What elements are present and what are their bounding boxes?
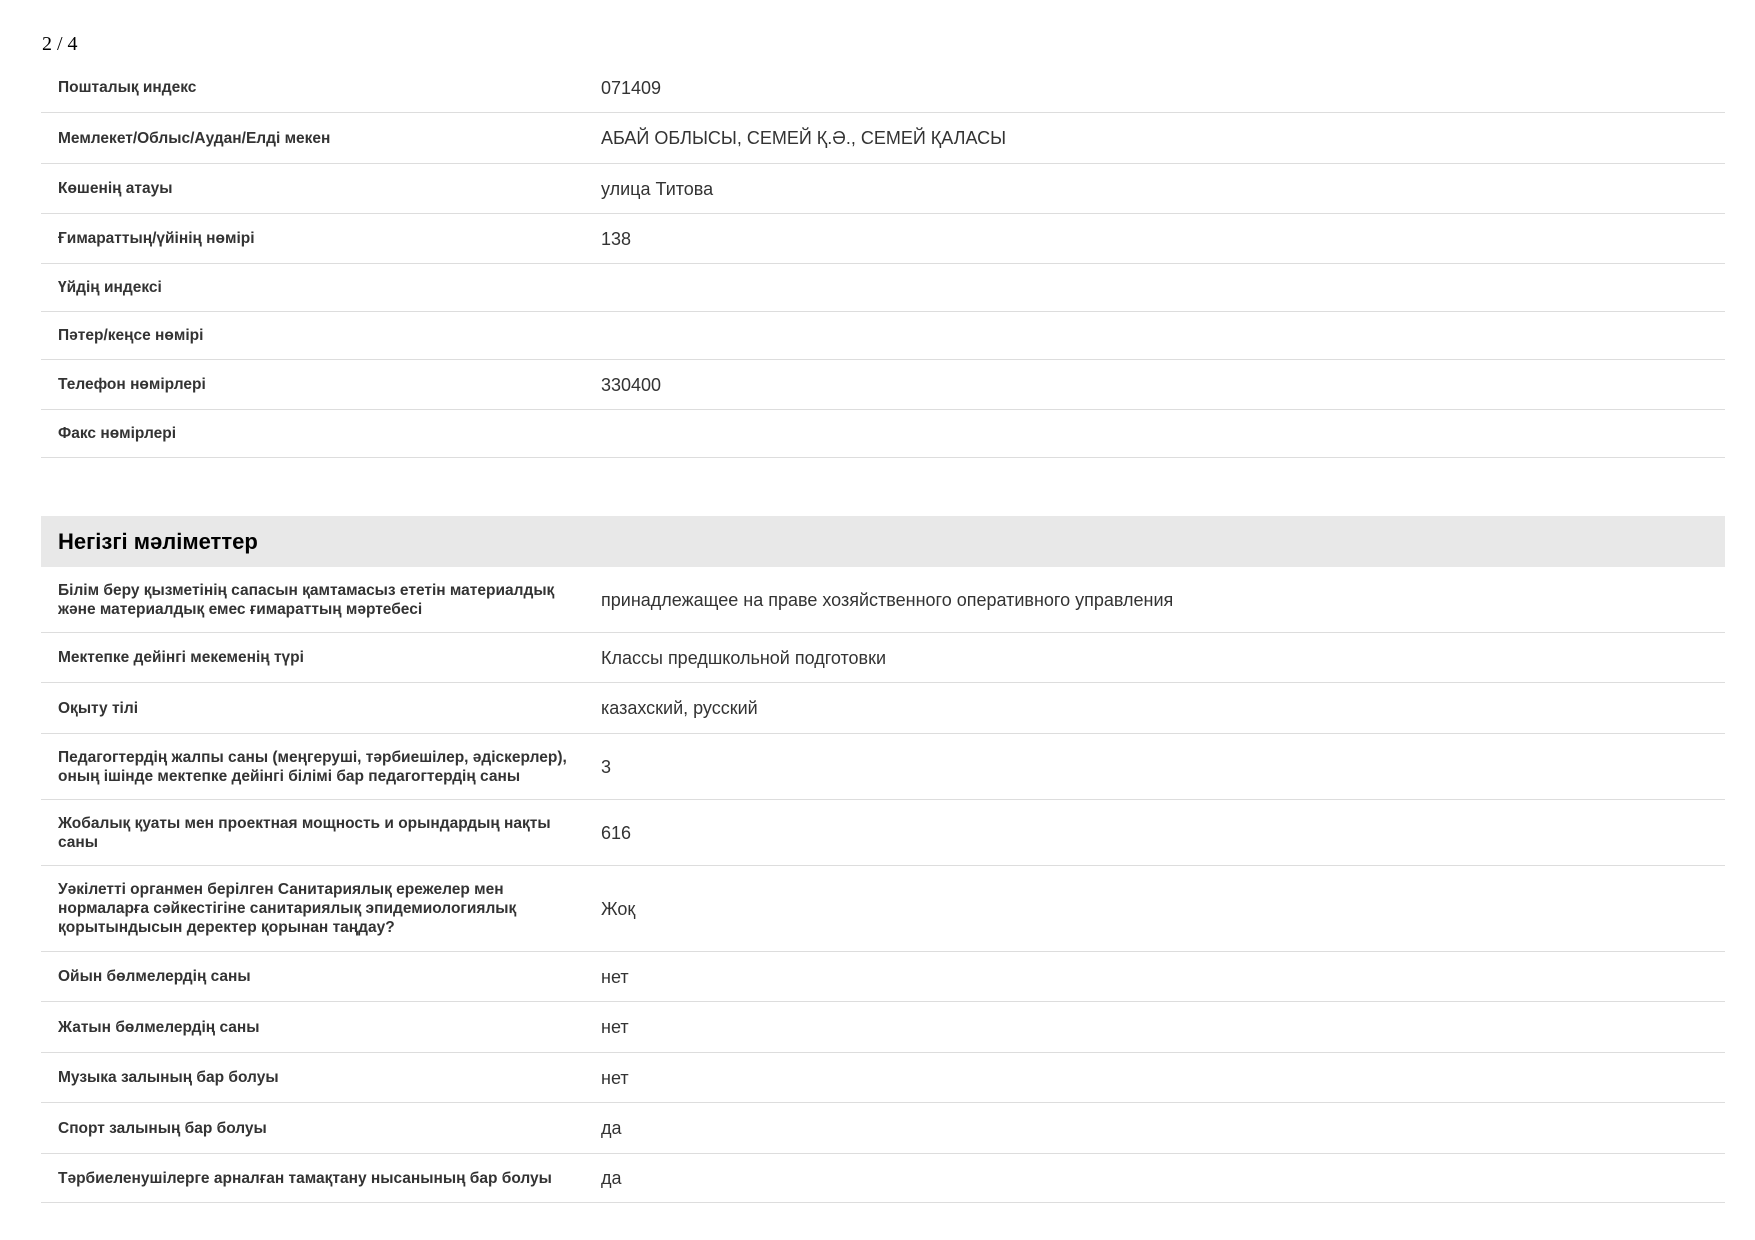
- row-value: да: [601, 1168, 622, 1188]
- row-label: Пәтер/кеңсе нөмірі: [58, 327, 204, 344]
- row-value: улица Титова: [601, 178, 714, 199]
- row-value: 616: [601, 822, 632, 843]
- row-label: Телефон нөмірлері: [58, 376, 206, 393]
- row-label: Факс нөмірлері: [58, 425, 177, 442]
- row-label: Оқыту тілі: [58, 699, 139, 717]
- row-label: Пошталық индекс: [58, 79, 197, 96]
- row-label: Музыка залының бар болуы: [58, 1069, 279, 1086]
- row-label: Педагогтердің жалпы саны (меңгеруші, тәрбиешілер, әдіскерлер), оның ішінде мектепке дейінгі білімі бар педагогтердің саны: [58, 748, 567, 785]
- row-label: Жобалық қуаты мен проектная мощность и орындардың нақты саны: [58, 814, 551, 851]
- row-value: казахский, русский: [601, 698, 758, 718]
- table-row-fax-numbers: [41, 410, 1725, 458]
- row-value: 3: [601, 756, 612, 777]
- row-value: принадлежащее на праве хозяйственного оперативного управления: [601, 589, 1174, 610]
- row-label: Мемлекет/Облыс/Аудан/Елді мекен: [58, 129, 331, 147]
- row-label: Жатын бөлмелердің саны: [58, 1018, 260, 1036]
- row-label: Үйдің индексі: [58, 279, 162, 296]
- table-row-phone-numbers: [41, 360, 1725, 410]
- row-value: Жоқ: [601, 898, 636, 919]
- table-row-sports-hall: [41, 1103, 1725, 1154]
- row-value: АБАЙ ОБЛЫСЫ, СЕМЕЙ Қ.Ә., СЕМЕЙ ҚАЛАСЫ: [601, 128, 1007, 148]
- table-row-postal-index: [41, 63, 1725, 113]
- table-row-sanitary-conclusion: [41, 866, 1725, 952]
- row-value: 330400: [601, 374, 662, 395]
- row-value: 071409: [601, 77, 662, 98]
- row-label: Көшенің атауы: [58, 180, 173, 197]
- table-row-building-status: [41, 567, 1725, 633]
- row-label: Ойын бөлмелердің саны: [58, 968, 251, 985]
- table-row-playrooms: [41, 952, 1725, 1002]
- table-row-capacity: [41, 800, 1725, 866]
- row-value: Классы предшкольной подготовки: [601, 647, 887, 668]
- row-value: нет: [601, 1067, 629, 1088]
- row-label: Ғимараттың/үйінің нөмірі: [58, 230, 255, 247]
- table-row-institution-type: [41, 633, 1725, 683]
- table-row-street: [41, 164, 1725, 214]
- table-row-region: [41, 113, 1725, 164]
- table-row-teacher-count: [41, 734, 1725, 800]
- row-label: Білім беру қызметінің сапасын қамтамасыз ететін материалдық және материалдық емес ғимараттың мәртебесі: [58, 581, 555, 618]
- table-row-building-number: [41, 214, 1725, 264]
- row-label: Спорт залының бар болуы: [58, 1119, 267, 1137]
- row-label: Тәрбиеленушілерге арналған тамақтану нысанының бар болуы: [58, 1169, 552, 1187]
- table-row-music-hall: [41, 1053, 1725, 1103]
- page-number: 2 / 4: [42, 33, 78, 55]
- main-info-table: [41, 567, 1725, 1203]
- row-label: Мектепке дейінгі мекеменің түрі: [58, 649, 304, 666]
- row-value: нет: [601, 966, 629, 987]
- table-row-teaching-language: [41, 683, 1725, 734]
- row-value: нет: [601, 1017, 629, 1037]
- table-row-apartment-number: [41, 312, 1725, 360]
- table-row-catering: [41, 1154, 1725, 1203]
- row-label: Уәкілетті органмен берілген Санитариялық ережелер мен нормаларға сәйкестігіне санитариялық эпидемиологиялық қорытындысын деректер қорынан таңдау?: [58, 881, 517, 936]
- table-row-bedrooms: [41, 1002, 1725, 1053]
- address-table: [41, 63, 1725, 458]
- section-title-main-info: Негізгі мәліметтер: [41, 516, 1725, 567]
- table-row-house-index: [41, 264, 1725, 312]
- row-value: да: [601, 1118, 622, 1138]
- row-value: 138: [601, 228, 632, 249]
